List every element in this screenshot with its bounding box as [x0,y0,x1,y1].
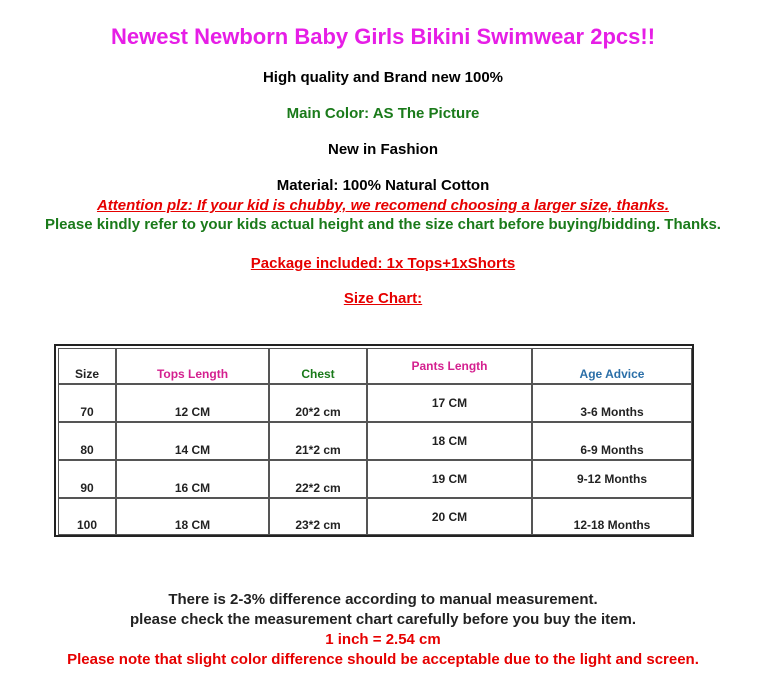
table-cell-chest: 21*2 cm [269,422,367,460]
header-tops-length: Tops Length [116,348,269,384]
package-line: Package included: 1x Tops+1xShorts [250,255,516,272]
header-pants-length: Pants Length [367,348,532,384]
table-cell-pants-length: 17 CM [367,384,532,422]
table-cell-tops-length: 12 CM [116,384,269,422]
table-cell-pants-length: 18 CM [367,422,532,460]
table-cell-size: 90 [58,460,116,498]
table-cell-age-advice: 3-6 Months [532,384,692,422]
header-chest: Chest [269,348,367,384]
color-difference-note: Please note that slight color difference should be acceptable due to the light and screen. [67,651,699,668]
main-color-line: Main Color: AS The Picture [286,105,480,122]
inch-conversion: 1 inch = 2.54 cm [325,631,441,648]
table-cell-tops-length: 14 CM [116,422,269,460]
attention-line: Attention plz: If your kid is chubby, we recomend choosing a larger size, thanks. [96,197,670,214]
table-cell-tops-length: 16 CM [116,460,269,498]
table-cell-pants-length: 19 CM [367,460,532,498]
table-cell-age-advice: 12-18 Months [532,498,692,535]
table-cell-chest: 22*2 cm [269,460,367,498]
size-chart-table [54,344,694,537]
table-cell-age-advice: 6-9 Months [532,422,692,460]
header-age-advice: Age Advice [532,348,692,384]
table-cell-age-advice: 9-12 Months [532,460,692,498]
table-cell-tops-length: 18 CM [116,498,269,535]
refer-line: Please kindly refer to your kids actual height and the size chart before buying/bidding. Thanks. [45,216,721,233]
table-cell-chest: 23*2 cm [269,498,367,535]
table-cell-size: 100 [58,498,116,535]
table-cell-size: 70 [58,384,116,422]
table-cell-chest: 20*2 cm [269,384,367,422]
header-size: Size [58,348,116,384]
size-chart-heading: Size Chart: [343,290,423,307]
table-cell-size: 80 [58,422,116,460]
page-title: Newest Newborn Baby Girls Bikini Swimwear 2pcs!! [110,24,656,49]
table-cell-pants-length: 20 CM [367,498,532,535]
material-line: Material: 100% Natural Cotton [276,177,490,194]
fashion-line: New in Fashion [327,141,438,158]
quality-line: High quality and Brand new 100% [262,69,504,86]
measurement-difference-note: There is 2-3% difference according to manual measurement. [168,591,598,608]
check-chart-note: please check the measurement chart carefully before you buy the item. [129,611,636,628]
